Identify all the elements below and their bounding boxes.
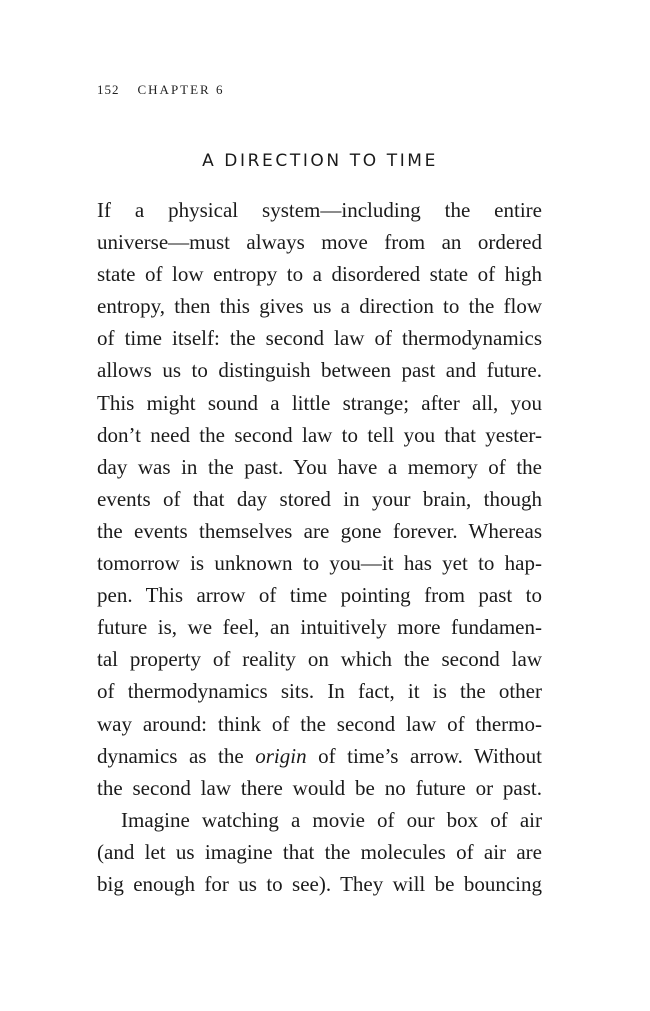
paragraph-2 xyxy=(97,804,542,900)
text-line: state of low entropy to a disordered state of high xyxy=(97,262,542,287)
text-line: This might sound a little strange; after all, you xyxy=(97,390,542,415)
text-line: If a physical system—including the entire xyxy=(97,198,542,222)
text-line: tomorrow is unknown to you—it has yet to hap- xyxy=(97,551,542,576)
text-line: way around: think of the second law of thermo- xyxy=(97,711,542,736)
text-segment: of time’s arrow. Without xyxy=(306,743,542,768)
paragraph-1 xyxy=(97,194,542,804)
text-line: entropy, then this gives us a direction to the flow xyxy=(97,294,542,319)
text-line: of thermodynamics sits. In fact, it is the other xyxy=(97,679,542,704)
text-line: the events themselves are gone forever. Whereas xyxy=(97,518,542,543)
section-title: A DIRECTION TO TIME xyxy=(202,151,438,171)
text-line-with-emphasis xyxy=(97,740,542,772)
text-line: don’t need the second law to tell you that yester- xyxy=(97,422,542,447)
text-line: day was in the past. You have a memory of the xyxy=(97,454,542,479)
text-line: universe—must always move from an ordered xyxy=(97,230,542,255)
text-line: of time itself: the second law of thermodynamics xyxy=(97,326,542,351)
text-line-indented: Imagine watching a movie of our box of air xyxy=(121,807,542,832)
text-line: (and let us imagine that the molecules of air are xyxy=(97,839,542,864)
chapter-label: CHAPTER 6 xyxy=(137,82,225,97)
body-text xyxy=(97,194,542,900)
emphasized-word: origin xyxy=(255,743,307,768)
text-line: allows us to distinguish between past and future. xyxy=(97,358,542,383)
text-line: the second law there would be no future or past. xyxy=(97,775,542,800)
text-line: tal property of reality on which the second law xyxy=(97,647,542,672)
page-number: 152 xyxy=(97,82,120,97)
text-line: events of that day stored in your brain, though xyxy=(97,486,542,511)
text-segment: dynamics as the xyxy=(97,743,256,768)
running-head xyxy=(97,82,224,98)
text-line: pen. This arrow of time pointing from past to xyxy=(97,583,542,608)
text-line: future is, we feel, an intuitively more fundamen- xyxy=(97,615,542,640)
text-line: big enough for us to see). They will be bouncing xyxy=(97,871,542,896)
